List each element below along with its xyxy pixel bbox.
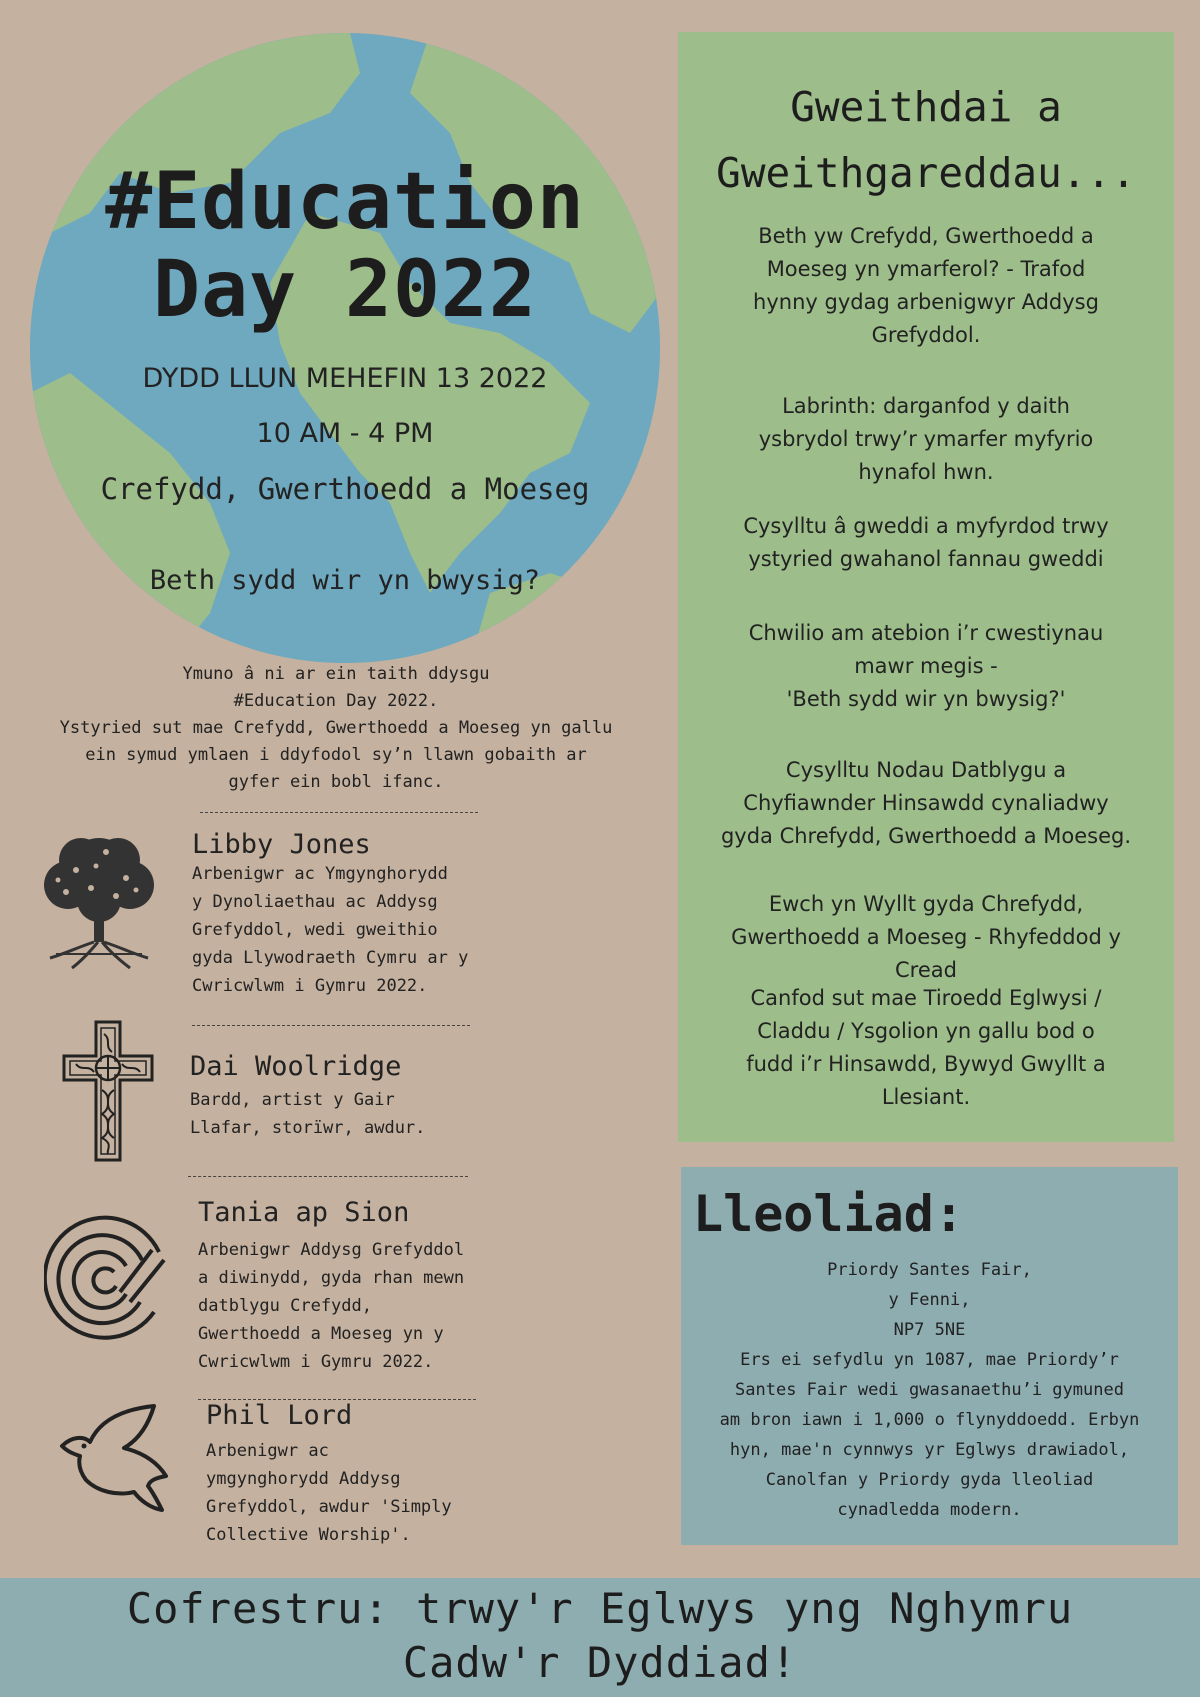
venue-line: hyn, mae'n cynnwys yr Eglwys drawiadol, — [729, 1440, 1130, 1460]
workshops-title — [678, 74, 1174, 206]
workshop-line: Canfod sut mae Tiroedd Eglwysi / — [750, 986, 1102, 1010]
workshop-line: Cysylltu Nodau Datblygu a — [785, 758, 1067, 782]
event-question: Beth sydd wir yn bwysig? — [149, 565, 541, 596]
venue-line: Ers ei sefydlu yn 1087, mae Priordy’r — [740, 1350, 1119, 1370]
speaker-description — [190, 1086, 425, 1142]
workshop-item — [686, 220, 1166, 352]
intro-line: ein symud ymlaen i ddyfodol sy’n llawn gobaith ar — [85, 745, 587, 765]
workshop-item — [686, 982, 1166, 1114]
workshops-title-line1: Gweithdai a — [790, 83, 1062, 131]
venue-panel — [681, 1167, 1178, 1545]
intro-line: Ystyried sut mae Crefydd, Gwerthoedd a Moeseg yn gallu — [59, 718, 613, 738]
venue-line: am bron iawn i 1,000 o flynyddoedd. Erbyn — [719, 1410, 1140, 1430]
dove-icon — [58, 1402, 178, 1518]
venue-line: NP7 5NE — [893, 1320, 966, 1340]
speaker-desc-line: Grefyddol, awdur 'Simply — [206, 1497, 452, 1517]
speaker-desc-line: Arbenigwr ac Ymgynghorydd — [192, 864, 448, 884]
venue-line: y Fenni, — [888, 1290, 971, 1310]
speaker-desc-line: datblygu Crefydd, — [198, 1296, 372, 1316]
speaker-desc-line: ymgynghorydd Addysg — [206, 1469, 401, 1489]
workshop-line: fudd i’r Hinsawdd, Bywyd Gwyllt a — [746, 1052, 1106, 1076]
workshop-line: Chyfiawnder Hinsawdd cynaliadwy — [743, 791, 1109, 815]
workshop-line: mawr megis - — [854, 654, 998, 678]
event-title-line1: #Education — [105, 157, 585, 247]
save-the-date-text: Cadw'r Dyddiad! — [402, 1638, 798, 1687]
speaker-desc-line: Bardd, artist y Gair — [190, 1090, 395, 1110]
workshop-item — [686, 390, 1166, 489]
venue-title: Lleoliad: — [693, 1185, 964, 1243]
speaker-name: Dai Woolridge — [190, 1051, 402, 1082]
event-theme: Crefydd, Gwerthoedd a Moeseg — [100, 472, 590, 506]
speaker-desc-line: a diwinydd, gyda rhan mewn — [198, 1268, 465, 1288]
celtic-cross-icon — [60, 1018, 156, 1168]
speaker-desc-line: Llafar, storïwr, awdur. — [190, 1118, 426, 1138]
speaker-desc-line: Arbenigwr ac — [206, 1441, 329, 1461]
workshop-line: Llesiant. — [881, 1085, 971, 1109]
intro-line: #Education Day 2022. — [233, 691, 439, 711]
intro-text — [52, 661, 620, 796]
speaker-description — [206, 1437, 452, 1549]
workshop-line: Cysylltu â gweddi a myfyrdod trwy — [743, 514, 1109, 538]
workshop-line: Grefyddol. — [871, 323, 981, 347]
intro-line: gyfer ein bobl ifanc. — [228, 772, 444, 792]
footer-banner — [0, 1578, 1200, 1697]
workshop-line: gyda Chrefydd, Gwerthoedd a Moeseg. — [720, 824, 1132, 848]
speaker-desc-line: Cwricwlwm i Gymru 2022. — [198, 1352, 434, 1372]
workshop-line: ystyried gwahanol fannau gweddi — [748, 547, 1104, 571]
divider — [192, 1025, 470, 1026]
globe-graphic — [30, 33, 660, 663]
event-date: DYDD LLUN MEHEFIN 13 2022 — [142, 363, 548, 394]
workshops-panel — [678, 32, 1174, 1142]
workshop-line: Gwerthoedd a Moeseg - Rhyfeddod y — [731, 925, 1121, 949]
speaker-name: Libby Jones — [192, 829, 371, 860]
speaker-desc-line: Arbenigwr Addysg Grefyddol — [198, 1240, 465, 1260]
speaker-desc-line: Cwricwlwm i Gymru 2022. — [192, 976, 428, 996]
speaker-desc-line: Collective Worship'. — [206, 1525, 411, 1545]
event-title-line2: Day 2022 — [153, 245, 537, 335]
workshop-item — [686, 888, 1166, 987]
event-time: 10 AM - 4 PM — [256, 418, 434, 449]
registration-text: Cofrestru: trwy'r Eglwys yng Nghymru — [126, 1584, 1074, 1633]
workshop-line: Labrinth: darganfod y daith — [782, 394, 1070, 418]
speaker-name: Phil Lord — [206, 1400, 353, 1431]
workshop-line: Cread — [895, 958, 957, 982]
venue-line: Priordy Santes Fair, — [827, 1260, 1032, 1280]
workshop-line: ysbrydol trwy’r ymarfer myfyrio — [758, 427, 1094, 451]
workshop-line: Chwilio am atebion i’r cwestiynau — [748, 621, 1104, 645]
speaker-description — [192, 860, 468, 1000]
workshop-line: Ewch yn Wyllt gyda Chrefydd, — [768, 892, 1084, 916]
workshop-line: 'Beth sydd wir yn bwysig?' — [786, 687, 1066, 711]
tree-icon — [36, 830, 162, 974]
speaker-description — [198, 1236, 464, 1376]
workshop-line: Beth yw Crefydd, Gwerthoedd a — [758, 224, 1094, 248]
speaker-desc-line: y Dynoliaethau ac Addysg — [192, 892, 438, 912]
workshop-line: hynny gydag arbenigwyr Addysg — [753, 290, 1099, 314]
venue-line: Santes Fair wedi gwasanaethu’i gymuned — [735, 1380, 1124, 1400]
event-title — [30, 158, 660, 334]
workshop-item — [686, 510, 1166, 576]
divider — [200, 812, 478, 813]
speaker-desc-line: gyda Llywodraeth Cymru ar y — [192, 948, 469, 968]
speaker-desc-line: Gwerthoedd a Moeseg yn y — [198, 1324, 444, 1344]
divider — [188, 1176, 468, 1177]
venue-line: Canolfan y Priordy gyda lleoliad — [765, 1470, 1094, 1490]
venue-line: cynadledda modern. — [837, 1500, 1022, 1520]
venue-body — [689, 1255, 1170, 1525]
speaker-desc-line: Grefyddol, wedi gweithio — [192, 920, 438, 940]
workshop-item — [686, 617, 1166, 716]
workshop-line: hynafol hwn. — [858, 460, 994, 484]
workshop-item — [686, 754, 1166, 853]
workshops-title-line2: Gweithgareddau... — [716, 149, 1136, 197]
speaker-name: Tania ap Sion — [198, 1197, 410, 1228]
labyrinth-icon — [44, 1212, 174, 1346]
workshop-line: Claddu / Ysgolion yn gallu bod o — [757, 1019, 1095, 1043]
workshop-line: Moeseg yn ymarferol? - Trafod — [766, 257, 1086, 281]
intro-line: Ymuno â ni ar ein taith ddysgu — [182, 664, 490, 684]
